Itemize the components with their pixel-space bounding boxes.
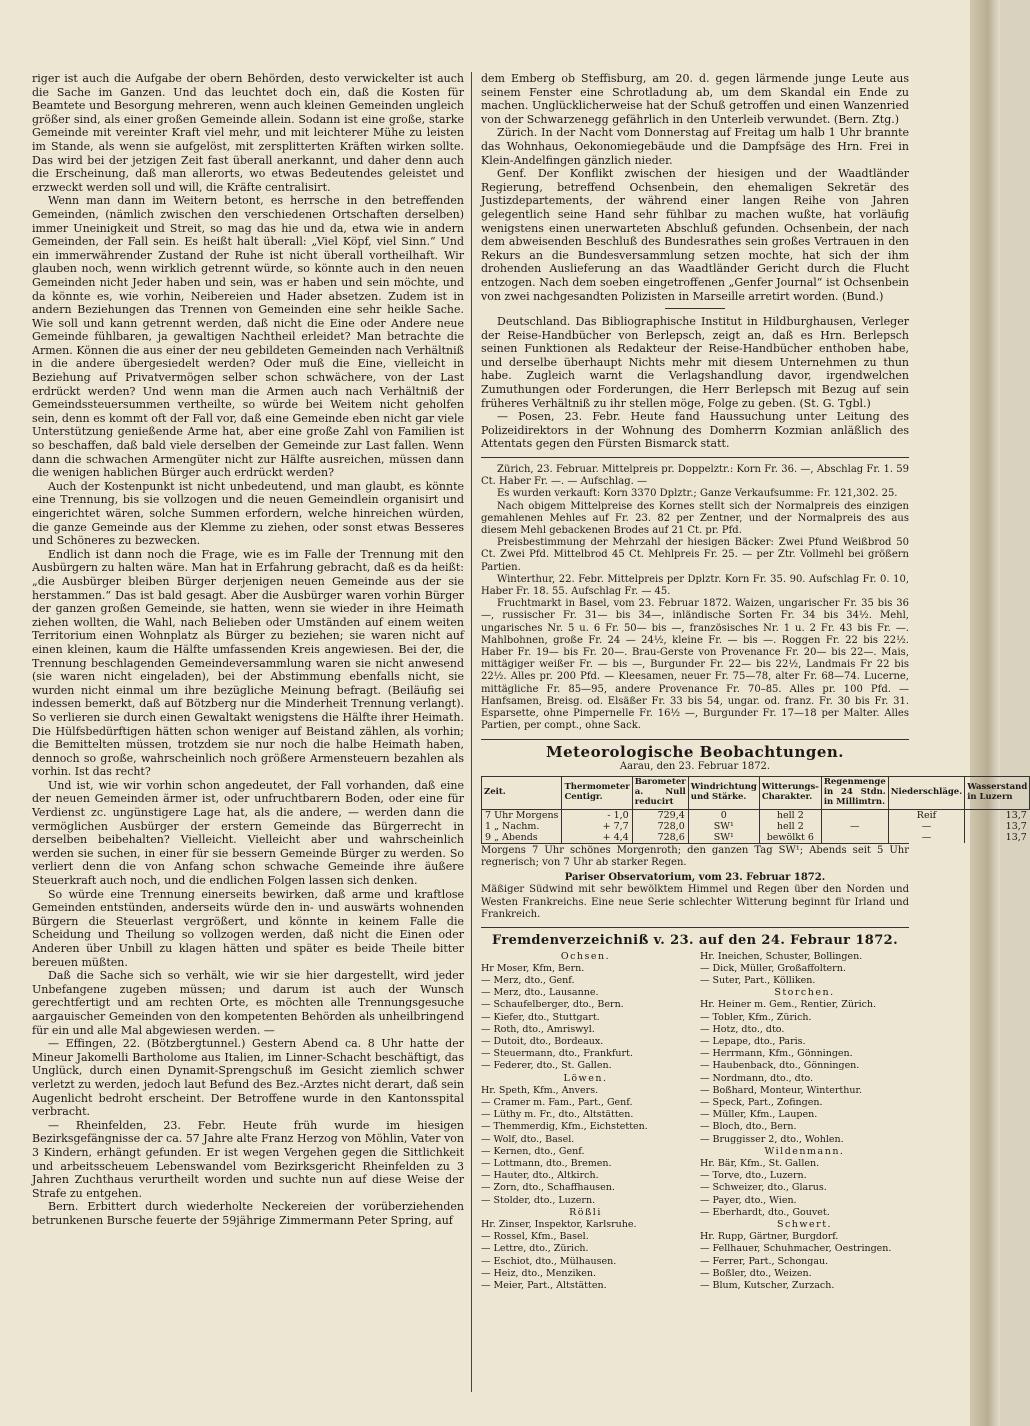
meteo-cell: + 4,4 <box>562 832 632 843</box>
book-spine <box>970 0 1000 1426</box>
list-item: — Ferrer, Part., Schongau. <box>700 1255 829 1267</box>
fremden-column <box>481 951 690 1293</box>
table-row <box>482 821 1030 832</box>
list-item: — Dick, Müller, Großaffoltern. <box>700 962 846 974</box>
list-item: — Stolder, dto., Luzern. <box>481 1194 596 1206</box>
market-zuerich-bakers: Preisbestimmung der Mehrzahl der hiesigen Bäcker: Zwei Pfund Weißbrod 50 Ct. Zwei Pfd. Mittelbrod 45 Ct. Mehlpreis Fr. 25. — per Ztr. Vollmehl bei größern Partien. <box>481 537 909 573</box>
meteo-cell: Reif <box>888 809 964 821</box>
list-item: Hr. Bär, Kfm., St. Gallen. <box>700 1157 820 1169</box>
table-row <box>482 809 1030 821</box>
meteo-header: Regenmenge in 24 Stdn. in Millimtrn. <box>821 777 888 809</box>
meteo-cell: — <box>821 821 888 832</box>
meteo-cell: + 7,7 <box>562 821 632 832</box>
list-item: Hr. Ineichen, Schuster, Bollingen. <box>700 950 863 962</box>
list-item: — Themmerdig, Kfm., Eichstetten. <box>481 1121 648 1133</box>
news-item-bern: Bern. Erbittert durch wiederholte Neckereien der vorüberziehenden betrunkenen Bursche feuerte der 59jährige Zimmermann Peter Spring, auf <box>32 1200 464 1227</box>
list-item: Hr. Rupp, Gärtner, Burgdorf. <box>700 1231 839 1243</box>
meteo-cell: bewölkt 6 <box>759 832 821 843</box>
market-basel: Fruchtmarkt in Basel, vom 23. Februar 1872. Waizen, ungarischer Fr. 35 bis 36—, russischer Fr. 31— bis 34—, inländische Sorten Fr. 34 bis 34½. Mehl, ungarisches Nr. 5 u. 6 Fr. 50— bis —, französisches Nr. 1 u. 2 Fr. 43 bis Fr. —. Mahlbohnen, große Fr. 24 — 24½, kleine Fr. — bis —. Roggen Fr. 22 bis 22½. Haber Fr. 19— bis Fr. 20—. Brau-Gerste von Provenance Fr. 20— bis 22—. Mais, mittägiger weißer Fr. — bis —, Burgunder Fr. 22— bis 22½, Landmais Fr 22 bis 22½. Alles pr. 200 Pfd. — Kleesamen, neuer Fr. 75—78, alter Fr. 68—74. Lucerne, mittägliche Fr. 85—95, andere Provenance Fr. 70–85. Alles pr. 100 Pfd. — Hanfsamen, Breisg. od. Elsäßer Fr. 33 bis 54, ungar. od. franz. Fr. 30 bis Fr. 31. Esparsette, ohne Pimpernelle Fr. 16½ —, Burgunder Fr. 17—18 per Malter. Alles Partien, per compt., ohne Sack. <box>481 598 909 732</box>
meteo-header: Thermometer Centigr. <box>562 777 632 809</box>
fremden-title: Fremdenverzeichniß v. 23. auf den 24. Febraur 1872. <box>491 932 899 948</box>
list-item: — Speck, Part., Zofingen. <box>700 1096 823 1108</box>
list-item: — Heiz, dto., Menziken. <box>481 1267 597 1279</box>
list-item: — Merz, dto., Genf. <box>481 974 575 986</box>
market-winterthur: Winterthur, 22. Febr. Mittelpreis per Dplztr. Korn Fr. 35. 90. Aufschlag Fr. 0. 10, Haber Fr. 18. 55. Aufschlag Fr. — 45. <box>481 573 909 598</box>
list-item: — Müller, Kfm., Laupen. <box>700 1109 818 1121</box>
meteo-cell: 13,7 <box>965 832 1030 843</box>
news-item-posen: — Posen, 23. Febr. Heute fand Haussuchung unter Leitung des Polizeidirektors in der Wohnung des Domherrn Kozmian anläßlich des Attentats gegen den Fürsten Bismarck statt. <box>481 410 909 451</box>
list-item: — Eschiot, dto., Mülhausen. <box>481 1255 617 1267</box>
list-item: — Lettre, dto., Zürich. <box>481 1243 589 1255</box>
list-item: — Federer, dto., St. Gallen. <box>481 1060 612 1072</box>
meteo-note: Morgens 7 Uhr schönes Morgenroth; den ganzen Tag SW¹; Abends seit 5 Uhr regnerisch; von 7 Uhr ab starker Regen. <box>481 844 909 868</box>
list-item: — Payer, dto., Wien. <box>700 1194 797 1206</box>
list-item: — Eberhardt, dto., Gouvet. <box>700 1206 830 1218</box>
list-item: — Herrmann, Kfm., Gönningen. <box>700 1048 853 1060</box>
meteo-header: Windrichtung und Stärke. <box>688 777 759 809</box>
list-item: — Boßhard, Monteur, Winterthur. <box>700 1084 862 1096</box>
meteo-header: Witterungs-Charakter. <box>759 777 821 809</box>
section-divider <box>665 308 725 309</box>
list-item: — Roth, dto., Amriswyl. <box>481 1023 595 1035</box>
list-item: — Rossel, Kfm., Basel. <box>481 1231 589 1243</box>
meteo-cell: 728,0 <box>632 821 688 832</box>
paris-text: Mäßiger Südwind mit sehr bewölktem Himmel und Regen über den Norden und Westen Frankreichs. Eine neue Serie schlechter Witterung beginnt für Irland und Frankreich. <box>481 884 909 920</box>
meteo-header: Niederschläge. <box>888 777 964 809</box>
hotel-heading: Löwen. <box>563 1072 608 1084</box>
meteo-cell: 0 <box>688 809 759 821</box>
table-row <box>482 832 1030 843</box>
meteo-cell: SW¹ <box>688 821 759 832</box>
list-item: — Suter, Part., Kölliken. <box>700 974 816 986</box>
fremden-column <box>700 951 909 1293</box>
hotel-heading: Storchen. <box>774 987 835 999</box>
meteo-header: Zeit. <box>482 777 562 809</box>
article-paragraph: Wenn man dann im Weitern betont, es herrsche in den betreffenden Gemeinden, (nämlich zwischen den verschiedenen Ortschaften derselben) immer Uneinigkeit und Streit, so mag das hie und da, etwa wie in andern Gemeinden, der Fall sein. Es heißt halt überall: „Viel Köpf, viel Sinn.“ Und ein immerwährender Zustand der Ruhe ist nicht überall vortheilhaft. Wir glauben noch, wenn wirklich getrennt würde, so könnte auch in den neuen Gemeinden nicht Jeder haben und sein, was er haben und sein möchte, und da könnte es, wie vorhin, Neibereien und Hader absetzen. Zudem ist in andern Beziehungen das Trennen von Gemeinden eine sehr heikle Sache. Wie soll und kann getrennt werden, daß nicht die Eine oder Andere neue Gemeinde fühlbaren, ja gewaltigen Nachtheil erleidet? Man betrachte die Armen. Können die aus einer der neu gebildeten Gemeinden nach Verhältniß in die andere übergesiedelt werden? Oder muß die Eine, vielleicht in Beziehung auf Privatvermögen selber schon schwächere, von der Last erdrückt werden? Und wenn man die Armen auch nach Verhältniß der Gemeindssteuersummen vertheilte, so würde bei Weitem nicht geholfen sein, denn es kommt oft der Fall vor, daß eine Gemeinde eben nicht gar viele Unterstützung genießende Arme hat, aber eine große Zahl von Familien ist so beschaffen, daß bald viele derselben der Gemeinde zur Last fallen. Wenn dann die schwachen Armengüter nicht zur Hälfte ausreichen, müssen dann die wenigen hablichen Bürger auch erdrückt werden? <box>32 194 464 480</box>
list-item: Hr. Speth, Kfm., Anvers. <box>481 1084 599 1096</box>
list-item: — Torve, dto., Luzern. <box>700 1170 807 1182</box>
list-item: — Tobler, Kfm., Zürich. <box>700 1011 812 1023</box>
list-item: — Hauter, dto., Altkirch. <box>481 1170 599 1182</box>
list-item: — Boßler, dto., Weizen. <box>700 1267 812 1279</box>
hotel-heading: Schwert. <box>776 1218 833 1230</box>
fremden-list <box>481 951 909 1293</box>
article-paragraph: Und ist, wie wir vorhin schon angedeutet, der Fall vorhanden, daß eine der neuen Gemeinden ärmer ist, oder unfruchtbarern Boden, oder eine für Verdienst zc. ungünstigere Lage hat, als die andere, — werden dann die vermöglichen Ausbürger der erstern Gemeinde das Bürgerrecht in derselben beibehalten? Vielleicht. Vielleicht aber und wahrscheinlich werden sie suchen, in einer für sie bessern Gemeinde Bürger zu werden. So verliert denn die von Anfang schon schwache Gemeinde ihre äußere Steuerkraft auch noch, und die endlichen Folgen lassen sich denken. <box>32 778 464 888</box>
list-item: — Haubenback, dto., Gönningen. <box>700 1060 860 1072</box>
list-item: — Dutoit, dto., Bordeaux. <box>481 1035 604 1047</box>
news-item-bern-cont: dem Emberg ob Steffisburg, am 20. d. gegen lärmende junge Leute aus seinem Fenster eine Schrotladung ab, um dem Skandal ein Ende zu machen. Unglücklicherweise hat der Schuß getroffen und einen Wanzenried von der Schwarzenegg gefährlich in den Unterleib verwundet. (Bern. Ztg.) <box>481 72 909 126</box>
market-zuerich-price: Zürich, 23. Februar. Mittelpreis pr. Doppelztr.: Korn Fr. 36. —, Abschlag Fr. 1. 59 Ct. Haber Fr. —. — Aufschlag. — <box>481 464 909 488</box>
section-divider <box>481 457 909 458</box>
list-item: — Zorn, dto., Schaffhausen. <box>481 1182 615 1194</box>
list-item: — Steuermann, dto., Frankfurt. <box>481 1048 633 1060</box>
hotel-heading: Wildenmann. <box>764 1145 845 1157</box>
news-item-rheinfelden: — Rheinfelden, 23. Febr. Heute früh wurde im hiesigen Bezirksgefängnisse der ca. 57 Jahre alte Franz Herzog von Möhlin, Vater von 3 Kindern, erhängt gefunden. Er ist wegen Vergehen gegen die Sittlichkeit und arbeitsscheuem Lebenswandel vom Bezirksgericht Rheinfelden zu 3 Jahren Zuchthaus verurtheilt worden und suchte nun auf diese Weise der Strafe zu entgehen. <box>32 1118 464 1200</box>
article-paragraph: So würde eine Trennung einerseits bewirken, daß arme und kraftlose Gemeinden entstünden, anderseits würde den in- und auswärts wohnenden Bürgern die Steuerlast vergrößert, und könnte in keinem Falle die Scheidung und Theilung so vollzogen werden, daß nicht die Einen oder Anderen über Unbill zu klagen hätten und später es beide Theile bitter bereuen müßten. <box>32 887 464 969</box>
meteo-table <box>481 776 1030 842</box>
list-item: Hr Moser, Kfm, Bern. <box>481 962 585 974</box>
section-divider <box>481 927 909 928</box>
meteo-cell: 729,4 <box>632 809 688 821</box>
list-item: — Fellhauer, Schuhmacher, Oestringen. <box>700 1243 892 1255</box>
meteo-cell: hell 2 <box>759 821 821 832</box>
hotel-heading: Rößli <box>569 1206 602 1218</box>
article-paragraph: Endlich ist dann noch die Frage, wie es im Falle der Trennung mit den Ausbürgern zu halten wäre. Man hat in Erfahrung gebracht, daß es da heißt: „die Ausbürger bleiben Bürger derjenigen neuen Gemeinde aus der sie herstammen.“ Das ist bald gesagt. Aber die Ausbürger waren vorhin Bürger der ganzen großen Gemeinde, sie hatten, wenn sie wieder in ihre Heimath ziehen wollten, die Wahl, nach Belieben oder Umständen auf einem weiten Territorium einen Wohnplatz als Bürger zu beziehen; sie waren nicht auf einen kleinen, kaum die Hälfte umfassenden Kreis angewiesen. Bei der, die Trennung beschlagenden Gemeindeversammlung waren sie nicht anwesend (sie waren nicht eingeladen), bei der Abstimmung ebenfalls nicht, sie wurden nicht einmal um ihre bezügliche Meinung befragt. (Beiläufig sei indessen bemerkt, daß auf Bötzberg nur die Minderheit Trennung verlangt). So verlieren sie durch einen Gewaltakt wenigstens die Hälfte ihrer Heimath. Die Hülfsbedürftigen hätten schon weniger auf Beistand zählen, als vorhin; die Bemittelten müssen, trotzdem sie nur noch die halbe Heimath haben, dennoch so große, wahrscheinlich noch größere Armensteuern bezahlen als vorhin. Ist das recht? <box>32 547 464 779</box>
market-reports <box>481 464 909 732</box>
list-item: Hr. Heiner m. Gem., Rentier, Zürich. <box>700 999 877 1011</box>
right-column <box>481 72 1028 1292</box>
list-item: — Wolf, dto., Basel. <box>481 1133 575 1145</box>
article-paragraph: riger ist auch die Aufgabe der obern Behörden, desto verwickelter ist auch die Sache im Ganzen. Und das leuchtet doch ein, daß die Kosten für Beamtete und Besorgung mehreren, wenn auch kleinen Gemeinden ungleich größer sind, als einer großen Gemeinde allein. Sodann ist eine große, starke Gemeinde mit vereinter Kraft viel mehr, und mit leichterer Mühe zu leisten im Stande, als wenn sie aufgelöst, mit zersplitterten Kräften wirken sollte. Das wird bei der jetzigen Zeit fast überall anerkannt, und daher denn auch die Erscheinung, daß man allerorts, wo etwas Bedeutendes geleistet und erzweckt werden soll und will, die Kräfte centralisirt. <box>32 72 464 194</box>
market-zuerich-normal: Nach obigem Mittelpreise des Kornes stellt sich der Normalpreis des einzigen gemahlenen Mehles auf Fr. 23. 82 per Zentner, und der Normalpreis des aus diesem Mehl gebackenen Brodes auf 21 Ct. pr. Pfd. <box>481 500 909 537</box>
news-item-genf: Genf. Der Konflikt zwischen der hiesigen und der Waadtländer Regierung, betreffend Ochsenbein, den ehemaligen Sekretär des Justizdepartements, der während einer langen Reihe von Jahren gelegentlich seine Hand sehr fühlbar zu machen wußte, hat vorläufig wenigstens einen unerwarteten Abschluß gefunden. Ochsenbein, der nach dem abweisenden Beschluß des Bundesrathes sein großes Vertrauen in den Rekurs an die Bundesversammlung setzen mochte, hat sich der ihm drohenden Auslieferung an das Waadtländer Gericht durch die Flucht entzogen. Nach dem soeben eingetroffenen „Genfer Journal“ ist Ochsenbein von zwei nachgesandten Polizisten in Marseille arretirt worden. (Bund.) <box>481 167 909 303</box>
meteo-cell: hell 2 <box>759 809 821 821</box>
list-item: — Blum, Kutscher, Zurzach. <box>700 1279 835 1291</box>
meteo-cell: SW¹ <box>688 832 759 843</box>
meteo-cell: 7 Uhr Morgens <box>482 809 562 821</box>
list-item: Hr. Zinser, Inspektor, Karlsruhe. <box>481 1218 637 1230</box>
meteo-cell: 13,7 <box>965 821 1030 832</box>
list-item: — Lüthy m. Fr., dto., Altstätten. <box>481 1109 634 1121</box>
article-paragraph: Daß die Sache sich so verhält, wie wir sie hier dargestellt, wird jeder Unbefangene zugeben müssen; und darum ist auch der Wunsch gerechtfertigt und am rechten Orte, es möchten alle Trennungsgesuche aargauischer Gemeinden von den kompetenten Behörden als unheilbringend für ein und alle Mal abgewiesen werden. — <box>32 969 464 1037</box>
list-item: — Bloch, dto., Bern. <box>700 1121 797 1133</box>
meteo-cell: 9 „ Abends <box>482 832 562 843</box>
market-zuerich-sales: Es wurden verkauft: Korn 3370 Dplztr.; Ganze Verkaufsumme: Fr. 121,302. 25. <box>497 488 898 500</box>
list-item: — Kernen, dto., Genf. <box>481 1145 585 1157</box>
news-item-effingen: — Effingen, 22. (Bötzbergtunnel.) Gestern Abend ca. 8 Uhr hatte der Mineur Jakomelli Bartholome aus Italien, im Linner-Schacht beschäftigt, das Unglück, durch einen Dynamit-Sprengschuß im Gesicht ziemlich schwer verletzt zu werden, jedoch laut Befund des Bez.-Arztes nicht derart, daß sein Augenlicht bedroht erscheint. Der Betroffene wurde in den Kantonsspital verbracht. <box>32 1037 464 1119</box>
list-item: — Schaufelberger, dto., Bern. <box>481 999 624 1011</box>
list-item: — Hotz, dto., dto. <box>700 1023 785 1035</box>
list-item: — Lepape, dto., Paris. <box>700 1035 806 1047</box>
paris-title: Pariser Observatorium, vom 23. Februar 1872. <box>564 872 826 884</box>
list-item: — Meier, Part., Altstätten. <box>481 1279 607 1291</box>
meteo-cell: — <box>888 832 964 843</box>
meteo-title: Meteorologische Beobachtungen. <box>545 742 845 761</box>
hotel-heading: Ochsen. <box>560 950 611 962</box>
meteo-place-date: Aarau, den 23. Februar 1872. <box>619 761 771 773</box>
article-paragraph: Auch der Kostenpunkt ist nicht unbedeutend, und man glaubt, es könnte eine Trennung, bis sie vollzogen und die neuen Gemeindlein organisirt und eingerichtet wären, solche Summen erfordern, welche hinreichen würden, die ganze Gemeinde aus der Klemme zu ziehen, oder sonst etwas Besseres und Schöneres zu bezwecken. <box>32 479 464 548</box>
column-divider <box>471 72 472 1392</box>
list-item: — Cramer m. Fam., Part., Genf. <box>481 1096 633 1108</box>
meteo-header: Barometer a. Null reducirt <box>632 777 688 809</box>
list-item: — Kiefer, dto., Stuttgart. <box>481 1011 600 1023</box>
news-item-deutschland: Deutschland. Das Bibliographische Institut in Hildburghausen, Verleger der Reise-Handbücher von Berlepsch, zeigt an, daß es Hrn. Berlepsch seinen Funktionen als Redakteur der Reise-Handbücher enthoben habe, und derselbe überhaupt Nichts mehr mit diesem Unternehmen zu thun habe. Zugleich warnt die Verlagshandlung davor, irgendwelchen Zumuthungen oder Forderungen, die Herr Berlepsch mit Bezug auf sein früheres Verhältniß zu ihr stellen möge, Folge zu geben. (St. G. Tgbl.) <box>481 315 909 410</box>
meteo-cell <box>821 809 888 821</box>
meteo-cell: 13,7 <box>965 809 1030 821</box>
left-column <box>32 72 464 1227</box>
list-item: — Schweizer, dto., Glarus. <box>700 1182 827 1194</box>
list-item: — Lottmann, dto., Bremen. <box>481 1157 612 1169</box>
meteo-header: Wasserstand in Luzern <box>965 777 1030 809</box>
section-divider <box>481 739 909 740</box>
list-item: — Merz, dto., Lausanne. <box>481 987 599 999</box>
meteo-cell: — <box>888 821 964 832</box>
meteo-cell <box>821 832 888 843</box>
news-item-zuerich: Zürich. In der Nacht vom Donnerstag auf Freitag um halb 1 Uhr brannte das Wohnhaus, Oekonomiegebäude und die Dampfsäge des Hrn. Frei in Klein-Andelfingen gänzlich nieder. <box>481 126 909 167</box>
meteo-cell: - 1,0 <box>562 809 632 821</box>
list-item: — Nordmann, dto., dto. <box>700 1072 814 1084</box>
meteo-cell: 728,6 <box>632 832 688 843</box>
meteo-cell: 1 „ Nachm. <box>482 821 562 832</box>
list-item: — Bruggisser 2, dto., Wohlen. <box>700 1133 844 1145</box>
